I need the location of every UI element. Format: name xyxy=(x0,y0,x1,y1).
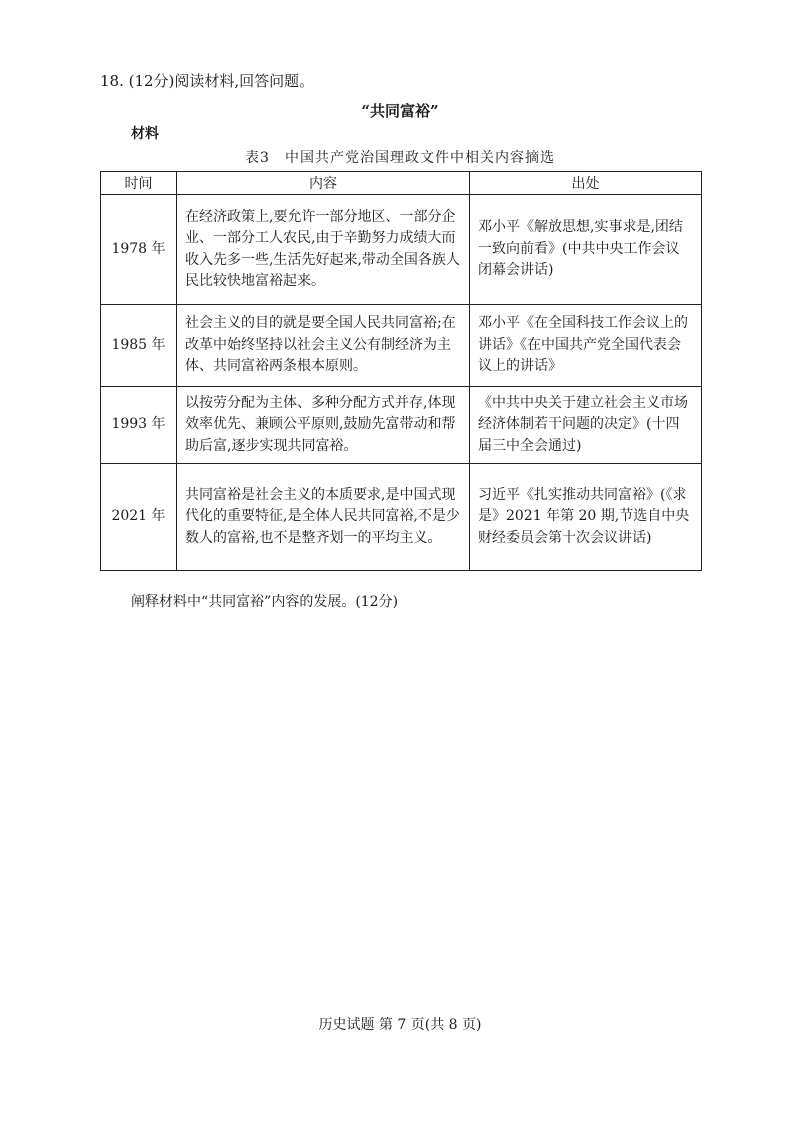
row-source: 习近平《扎实推动共同富裕》(《求是》2021 年第 20 期,节选自中央财经委员会第十次会议讲话) xyxy=(470,464,702,571)
table-row xyxy=(101,195,702,305)
content-table xyxy=(100,171,702,571)
row-source: 邓小平《在全国科技工作会议上的讲话》《在中国共产党全国代表会议上的讲话》 xyxy=(470,305,702,387)
row-content: 共同富裕是社会主义的本质要求,是中国式现代化的重要特征,是全体人民共同富裕,不是少数人的富裕,也不是整齐划一的平均主义。 xyxy=(177,464,470,571)
row-content: 以按劳分配为主体、多种分配方式并存,体现效率优先、兼顾公平原则,鼓励先富带动和帮助后富,逐步实现共同富裕。 xyxy=(177,387,470,464)
page-footer: 历史试题 第 7 页(共 8 页) xyxy=(318,1017,482,1033)
question-prompt: 阐释材料中“共同富裕”内容的发展。(12分) xyxy=(131,594,399,610)
header-time: 时间 xyxy=(101,172,177,195)
table-row xyxy=(101,464,702,571)
row-source: 《中共中央关于建立社会主义市场经济体制若干问题的决定》(十四届三中全会通过) xyxy=(470,387,702,464)
row-year: 1978 年 xyxy=(101,195,177,305)
row-source: 邓小平《解放思想,实事求是,团结一致向前看》(中共中央工作会议闭幕会讲话) xyxy=(470,195,702,305)
row-year: 1993 年 xyxy=(101,387,177,464)
table-header-row xyxy=(101,172,702,195)
header-source: 出处 xyxy=(470,172,702,195)
material-title: “共同富裕” xyxy=(361,102,439,120)
table-row xyxy=(101,305,702,387)
row-year: 2021 年 xyxy=(101,464,177,571)
row-year: 1985 年 xyxy=(101,305,177,387)
row-content: 在经济政策上,要允许一部分地区、一部分企业、一部分工人农民,由于辛勤努力成绩大而收入先多一些,生活先好起来,带动全国各族人民比较快地富裕起来。 xyxy=(177,195,470,305)
row-content: 社会主义的目的就是要全国人民共同富裕;在改革中始终坚持以社会主义公有制经济为主体、共同富裕两条根本原则。 xyxy=(177,305,470,387)
question-header: 18. (12分)阅读材料,回答问题。 xyxy=(100,72,315,90)
table-caption: 表3 中国共产党治国理政文件中相关内容摘选 xyxy=(245,150,555,166)
header-content: 内容 xyxy=(177,172,470,195)
material-label: 材料 xyxy=(131,126,159,142)
table-row xyxy=(101,387,702,464)
